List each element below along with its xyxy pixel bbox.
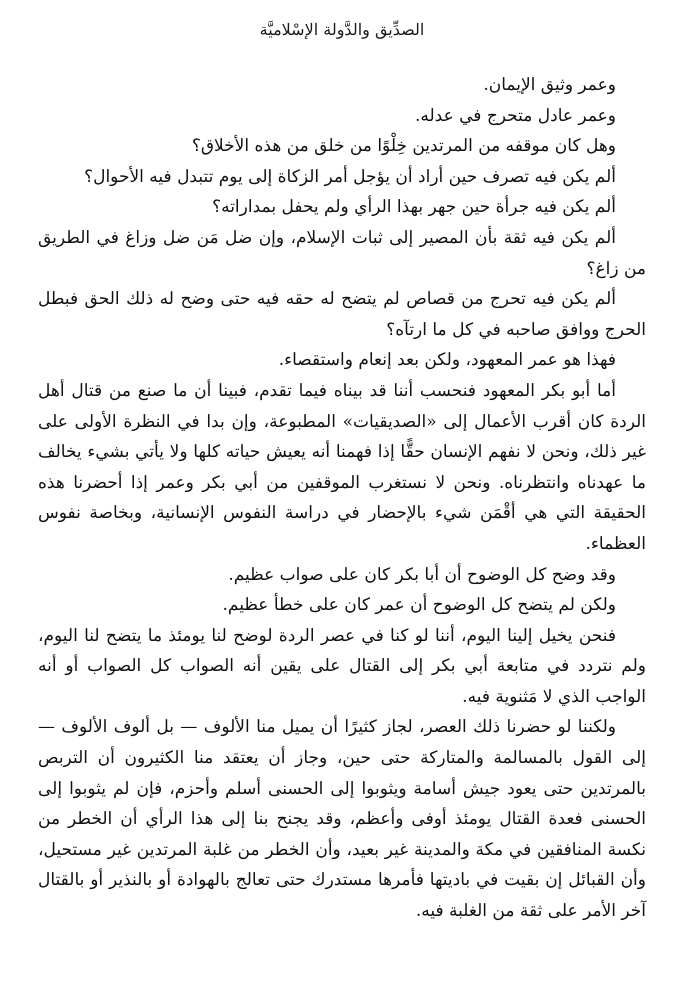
- paragraph: ألم يكن فيه تحرج من قصاص لم يتضح له حقه فيه حتى وضح له ذلك الحق فبطل الحرج ووافق صاحبه في كل ما ارتآه؟: [38, 289, 646, 340]
- paragraph: ألم يكن فيه جرأة حين جهر بهذا الرأي ولم يحفل بمداراته؟: [212, 197, 616, 218]
- paragraph: ألم يكن فيه تصرف حين أراد أن يؤجل أمر الزكاة إلى يوم تتبدل فيه الأحوال؟: [84, 166, 616, 187]
- paragraph: فهذا هو عمر المعهود، ولكن بعد إنعام واستقصاء.: [278, 350, 616, 371]
- paragraph: وعمر وثيق الإيمان.: [483, 75, 616, 95]
- paragraph: وعمر عادل متحرج في عدله.: [414, 105, 616, 126]
- paragraph: أما أبو بكر المعهود فنحسب أننا قد بيناه فيما تقدم، فبينا أن ما صنع من قتال أهل الردة كان أقرب الأعمال إلى «الصديقيات» المطبوعة، وإن بدا في النظرة الأولى على غير ذلك، ونحن لا نفهم الإنسان حقًّا إذا فهمنا أنه يعيش حياته كلها ولا يأتي بشيء يخالف ما عهدناه وانتظرناه. ونحن لا نستغرب الموقفين من أبي بكر وعمر إذا أحضرنا هذه الحقيقة التي هي أقْمَن شيء بالإحضار في دراسة النفوس الإنسانية، وبخاصة نفوس العظماء.: [38, 380, 646, 554]
- paragraph: ألم يكن فيه ثقة بأن المصير إلى ثبات الإسلام، وإن ضل مَن ضل وزاغ في الطريق من زاغ؟: [38, 227, 646, 279]
- paragraph: ولكن لم يتضح كل الوضوح أن عمر كان على خطأ عظيم.: [222, 595, 616, 616]
- running-header: الصدِّيق والدَّولة الإسْلاميَّة: [259, 20, 425, 39]
- body-text: [38, 70, 646, 927]
- paragraph: وهل كان موقفه من المرتدين خِلْوًا من خلق من هذه الأخلاق؟: [191, 136, 616, 157]
- paragraph: وقد وضح كل الوضوح أن أبا بكر كان على صواب عظيم.: [228, 564, 616, 585]
- paragraph: ولكننا لو حضرنا ذلك العصر، لجاز كثيرًا أن يميل منا الألوف — بل ألوف الألوف — إلى القول بالمسالمة والمتاركة حتى حين، وجاز أن يعتقد منا الكثيرون أن التربص بالمرتدين حتى يعود جيش أسامة ويثوبوا إلى الحسنى أسلم وأحزم، فإن لم يثوبوا إلى الحسنى فعدة القتال يومئذ أوفى وأعظم، وقد يجنح بنا إلى هذا الرأي أن الخطر من نكسة المنافقين في مكة والمدينة غير بعيد، وأن الخطر من غلبة المرتدين غير مستحيل، وأن القبائل إن بقيت في باديتها فأمرها مستدرك حتى تعالج بالهوادة أو بالنذير أو بالقتال آخر الأمر على ثقة من الغلبة فيه.: [38, 717, 646, 922]
- paragraph: فنحن يخيل إلينا اليوم، أننا لو كنا في عصر الردة لوضح لنا يومئذ ما يتضح لنا اليوم، ولم نتردد في متابعة أبي بكر إلى القتال على يقين أنه الصواب كل الصواب أو أنه الواجب الذي لا مَثنوية فيه.: [38, 625, 646, 707]
